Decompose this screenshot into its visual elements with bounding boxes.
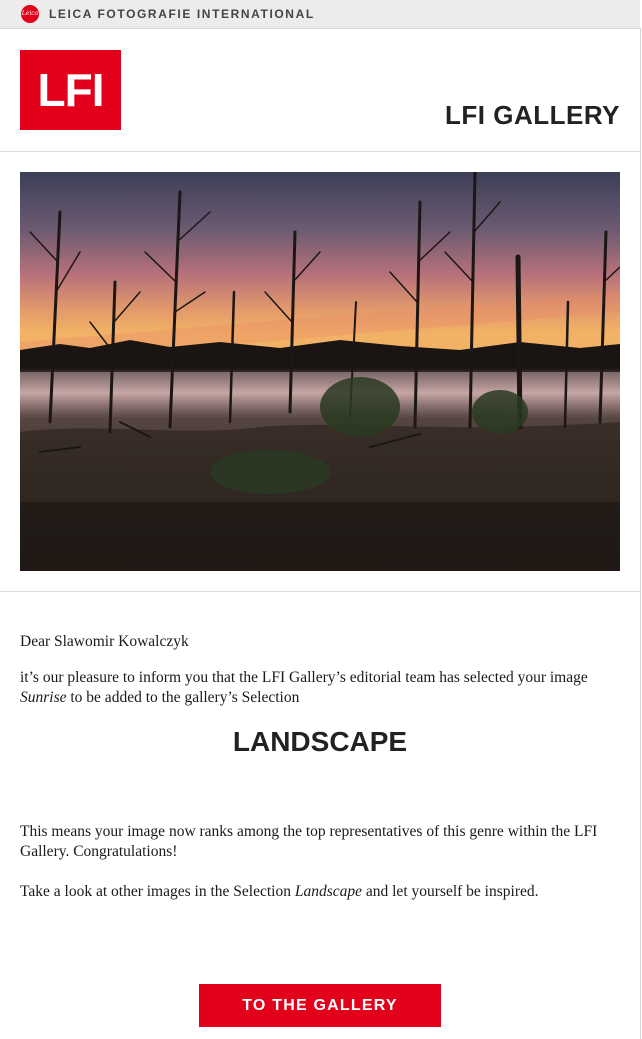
featured-photo[interactable] [20, 172, 620, 571]
brand-bar-title: LEICA FOTOGRAFIE INTERNATIONAL [49, 7, 315, 21]
divider [0, 151, 640, 152]
gallery-title: LFI GALLERY [445, 100, 620, 130]
right-border [640, 28, 641, 1039]
intro-text-end: to be added to the gallery’s Selection [66, 689, 300, 706]
brand-bar [0, 0, 640, 29]
divider [0, 591, 640, 592]
invitation-paragraph [20, 882, 620, 902]
greeting: Dear Slawomir Kowalczyk [20, 633, 189, 650]
selection-genre: LANDSCAPE [232, 726, 408, 757]
invitation-text: Take a look at other images in the Selection [20, 883, 295, 900]
lfi-logo[interactable]: LFI [20, 50, 121, 130]
selection-name: Landscape [294, 883, 362, 900]
intro-text: it’s our pleasure to inform you that the LFI Gallery’s editorial team has selected your image [20, 669, 588, 686]
ranking-paragraph: This means your image now ranks among the top representatives of this genre within the LFI Gallery. Congratulations! [20, 823, 598, 860]
to-gallery-button[interactable]: TO THE GALLERY [199, 984, 441, 1027]
invitation-text-end: and let yourself be inspired. [362, 883, 539, 900]
intro-paragraph [20, 668, 620, 708]
leica-logo-icon: Leica [21, 5, 39, 23]
photo-landscape-image [20, 172, 620, 571]
image-title: Sunrise [20, 689, 67, 706]
